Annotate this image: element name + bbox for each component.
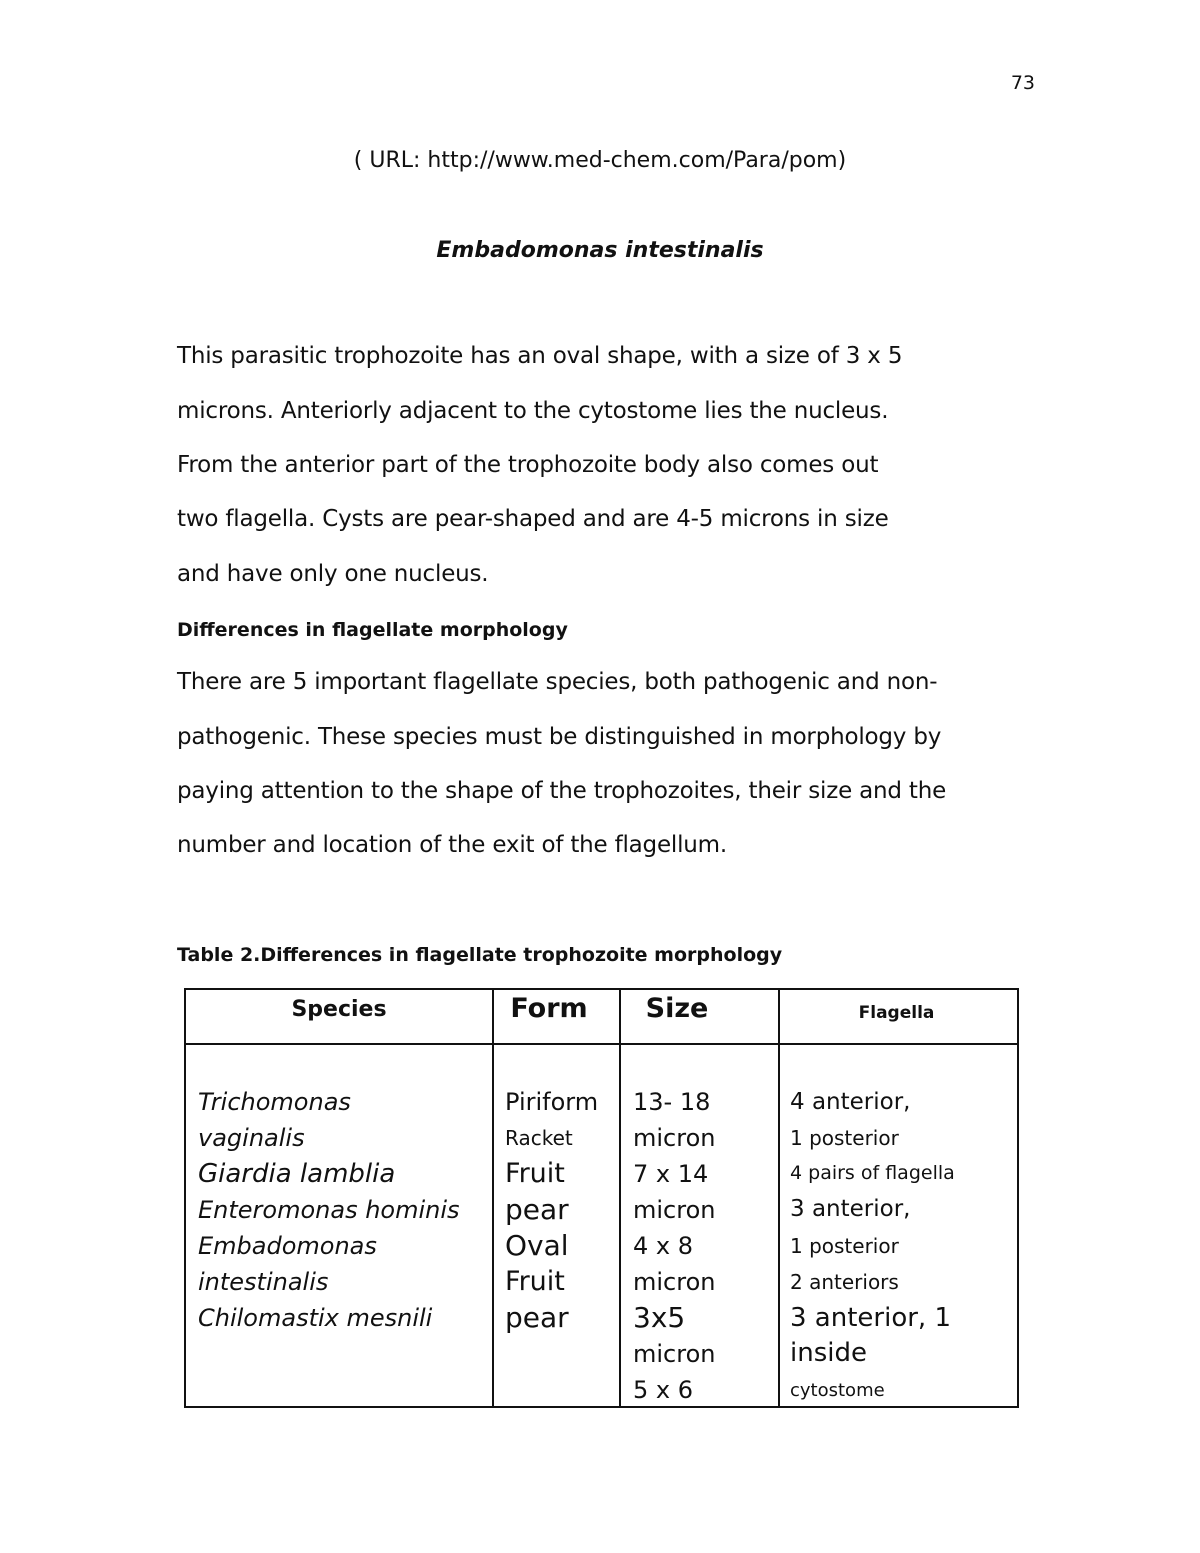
form-cell-line: pear	[505, 1301, 569, 1334]
size-cell-line: micron	[633, 1124, 716, 1152]
form-cell-line: pear	[505, 1193, 569, 1226]
flagella-cell-line: 2 anteriors	[790, 1270, 899, 1294]
paragraph-line: and have only one nucleus.	[177, 561, 489, 587]
size-cell-line: micron	[633, 1340, 716, 1368]
header-size: Size	[645, 993, 709, 1024]
species-cell-line: Giardia lamblia	[198, 1159, 396, 1189]
species-cell-line: intestinalis	[198, 1268, 329, 1296]
size-cell-line: micron	[633, 1196, 716, 1224]
header-species: Species	[291, 997, 387, 1022]
species-cell-line: Enteromonas hominis	[198, 1196, 460, 1224]
paragraph-line: number and location of the exit of the flagellum.	[177, 832, 727, 858]
flagella-cell-line: 4 anterior,	[790, 1089, 911, 1115]
page-number: 73	[1010, 72, 1035, 94]
size-cell-line: 3x5	[633, 1301, 686, 1334]
form-cell-line: Piriform	[505, 1088, 599, 1116]
column-divider	[619, 988, 621, 1408]
species-cell-line: Trichomonas	[198, 1088, 351, 1116]
size-cell-line: 7 x 14	[633, 1160, 709, 1188]
paragraph-line: two flagella. Cysts are pear-shaped and are 4-5 microns in size	[177, 506, 889, 532]
header-form: Form	[510, 993, 588, 1024]
form-cell-line: Fruit	[505, 1266, 565, 1297]
column-divider	[778, 988, 780, 1408]
flagella-cell-line: 3 anterior,	[790, 1196, 911, 1222]
paragraph-line: paying attention to the shape of the trophozoites, their size and the	[177, 778, 947, 804]
size-cell-line: 4 x 8	[633, 1232, 693, 1260]
form-cell-line: Racket	[505, 1126, 573, 1150]
size-cell-line: micron	[633, 1268, 716, 1296]
species-cell-line: Embadomonas	[198, 1232, 377, 1260]
flagella-cell-line: inside	[790, 1338, 867, 1368]
form-cell-line: Fruit	[505, 1158, 565, 1189]
flagella-cell-line: 3 anterior, 1	[790, 1303, 951, 1333]
flagella-cell-line: 1 posterior	[790, 1234, 899, 1258]
paragraph-line: There are 5 important flagellate species, both pathogenic and non-	[177, 669, 938, 695]
size-cell-line: 5 x 6	[633, 1376, 693, 1404]
form-cell-line: Oval	[505, 1229, 569, 1262]
flagella-cell-line: cytostome	[790, 1380, 885, 1401]
species-cell-line: vaginalis	[198, 1124, 305, 1152]
paragraph-line: From the anterior part of the trophozoite body also comes out	[177, 452, 879, 478]
header-divider	[184, 1043, 1019, 1045]
source-url: ( URL: http://www.med-chem.com/Para/pom)	[353, 148, 847, 173]
species-cell-line: Chilomastix mesnili	[198, 1304, 433, 1332]
table-caption: Table 2.Differences in flagellate trophozoite morphology	[177, 944, 783, 966]
column-divider	[492, 988, 494, 1408]
paragraph-line: microns. Anteriorly adjacent to the cytostome lies the nucleus.	[177, 398, 889, 424]
paragraph-line: This parasitic trophozoite has an oval shape, with a size of 3 x 5	[177, 343, 903, 369]
species-heading: Embadomonas intestinalis	[436, 238, 764, 263]
flagella-cell-line: 1 posterior	[790, 1126, 899, 1150]
paragraph-line: pathogenic. These species must be distinguished in morphology by	[177, 724, 942, 750]
header-flagella: Flagella	[858, 1003, 935, 1023]
section-heading: Differences in flagellate morphology	[177, 619, 568, 641]
flagella-cell-line: 4 pairs of flagella	[790, 1162, 955, 1184]
size-cell-line: 13- 18	[633, 1088, 711, 1116]
